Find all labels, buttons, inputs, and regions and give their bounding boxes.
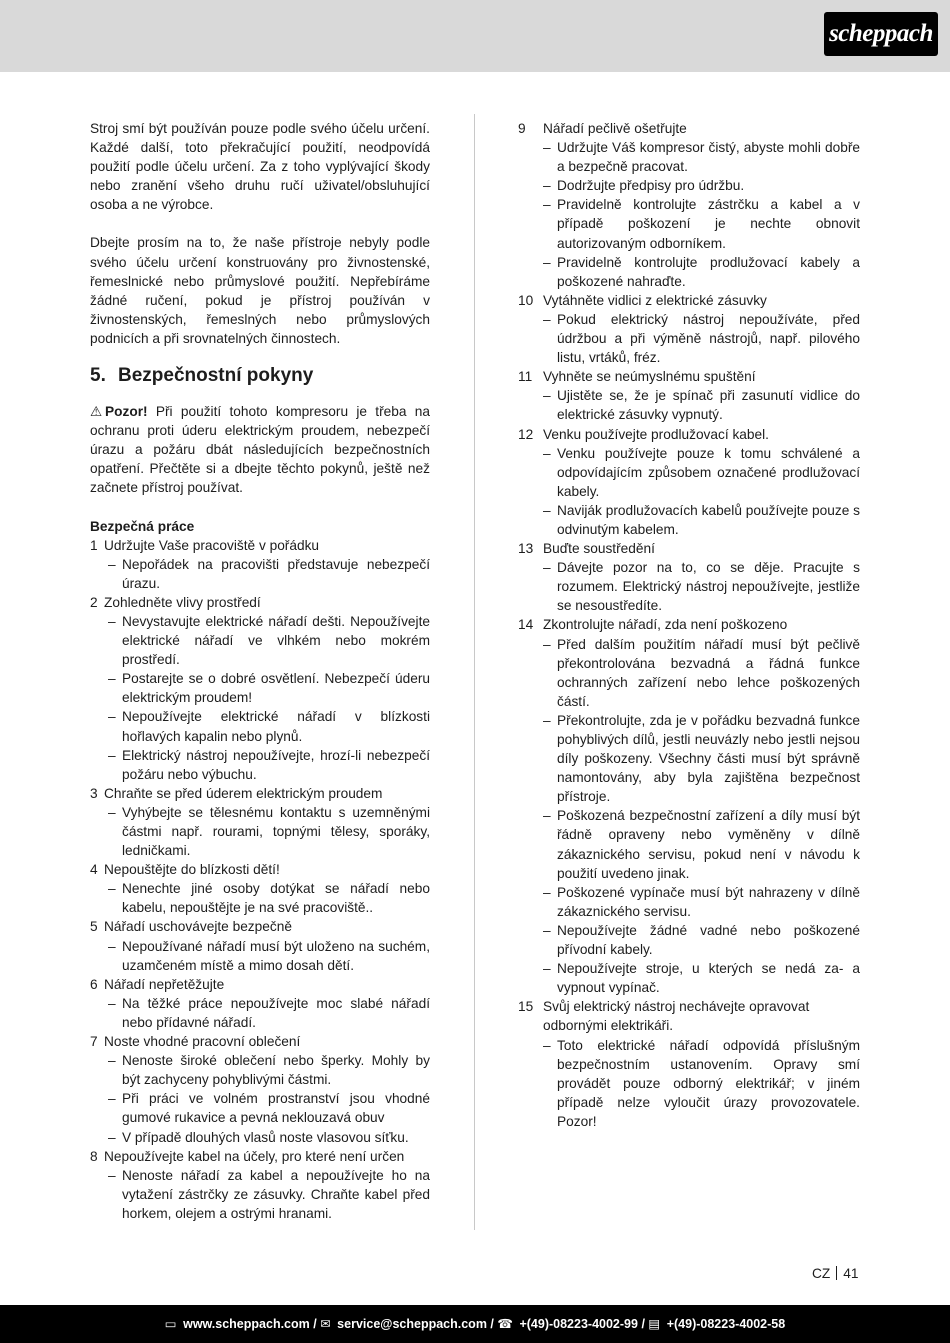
dash-bullet: – (543, 311, 551, 327)
dash-bullet: – (543, 922, 551, 938)
dash-bullet: – (543, 961, 551, 977)
list-item (90, 860, 430, 879)
sub-item (518, 806, 860, 882)
footer-email-link[interactable]: service@scheppach.com (337, 1317, 487, 1331)
list-item (90, 784, 430, 803)
sub-item (90, 555, 430, 593)
right-column (518, 119, 860, 1131)
item-title: Udržujte Vaše pracoviště v pořádku (104, 537, 320, 553)
sub-item-text: Při práci ve volném prostranství jsou vhodné gumové rukavice a pevná neklouzavá obuv (122, 1091, 430, 1126)
item-title: Vytáhněte vidlici z elektrické zásuvky (543, 292, 767, 308)
dash-bullet: – (108, 804, 116, 820)
dash-bullet: – (543, 808, 551, 824)
safety-list-right (518, 119, 860, 1131)
footer-phone: +(49)-08223-4002-99 (519, 1317, 638, 1331)
item-number: 9 (518, 121, 526, 136)
sub-item-text: Dávejte pozor na to, co se děje. Pracujte s rozumem. Elektrický nástroj nepoužívejte, jestliže se nesoustředíte. (557, 560, 860, 614)
sub-item-text: Nenoste široké oblečení nebo šperky. Mohly by být zachyceny pohyblivými částmi. (122, 1053, 430, 1088)
sub-item-text: Překontrolujte, zda je v pořádku bezvadná funkce pohyblivých dílů, jestli neuvázly nebo jestli nejsou díly poškozeny. Všechny části musí být správně namontovány, aby byla zajištěna bezpečnost přístroje. (557, 712, 860, 805)
sub-item (90, 1089, 430, 1127)
item-number: 8 (90, 1148, 98, 1164)
dash-bullet: – (543, 636, 551, 652)
sub-item (518, 444, 860, 501)
liability-paragraph: Dbejte prosím na to, že naše přístroje nebyly podle svého účelu určení konstruovány pro živnostenské, řemeslnické nebo průmyslové použití. Nepřebíráme žádné ručení, pokud je přístroj používán v živnostenských, řemeslných nebo průmyslových podnicích a při srovnatelných činnostech. (90, 235, 430, 346)
list-item (518, 615, 860, 634)
list-item (90, 975, 430, 994)
sub-item-text: V případě dlouhých vlasů noste vlasovou síťku. (122, 1129, 409, 1145)
sub-item (90, 937, 430, 975)
sub-item-text: Vyhýbejte se tělesnému kontaktu s uzemněnými částmi např. rourami, topnými tělesy, sporáky, ledničkami. (122, 804, 430, 859)
list-item (518, 291, 860, 310)
sub-item-text: Ujistěte se, že je spínač při zasunutí vidlice do elektrické zásuvky vypnutý. (557, 388, 860, 423)
dash-bullet: – (108, 709, 116, 725)
item-title: Vyhněte se neúmyslnému spuštění (543, 369, 756, 385)
list-item (90, 1032, 430, 1051)
dash-bullet: – (543, 445, 551, 461)
item-title: Nářadí uschovávejte bezpečně (104, 919, 292, 935)
list-item (518, 997, 860, 1035)
list-item (518, 119, 860, 138)
intended-use-paragraph: Stroj smí být používán pouze podle svého účelu určení. Každé další, toto překračující použití, neodpovídá použití podle účelu určení. Za z toho vyplývající škody nebo zranění všeho druhu ručí uživatel/obsluhující osoba a ne výrobce. (90, 121, 430, 213)
item-number: 13 (518, 541, 534, 557)
sub-item (90, 803, 430, 860)
page-number-value: 41 (843, 1266, 859, 1281)
item-number: 3 (90, 785, 98, 801)
list-item (90, 593, 430, 612)
item-number: 15 (518, 999, 534, 1015)
fax-icon: ▤ (648, 1317, 661, 1331)
sub-item-text: Naviják prodlužovacích kabelů používejte pouze s odvinutým kabelem. (557, 502, 860, 537)
sub-item (90, 1128, 430, 1147)
sub-item (518, 959, 860, 997)
dash-bullet: – (108, 1129, 116, 1145)
item-number: 12 (518, 426, 534, 442)
warning-text: Při použití tohoto kompresoru je třeba na ochranu proti úderu elektrickým proudem, nebezpečí úrazu a požáru dbát následujících bezpečnostních opatření. Přečtěte si a dbejte těchto pokynů, ještě než začnete přístroj používat. (90, 404, 430, 496)
footer-bar (0, 1305, 950, 1343)
dash-bullet: – (543, 254, 551, 270)
sub-item-text: Před dalším použitím nářadí musí být pečlivě překontrolována bezvadná a řádná funkce ochranných zařízení nebo lehce poškozených částí. (557, 636, 860, 709)
header-bar (0, 0, 950, 72)
item-number: 14 (518, 617, 534, 633)
sub-item-text: Nenechte jiné osoby dotýkat se nářadí nebo kabelu, nepouštějte je na své pracoviště.. (122, 881, 430, 916)
sub-item-text: Nenoste nářadí za kabel a nepoužívejte ho na vytažení zástrčky ze zásuvky. Chraňte kabel před horkem, olejem a ostrými hranami. (122, 1167, 430, 1221)
sub-item (518, 921, 860, 959)
dash-bullet: – (543, 884, 551, 900)
sub-item (90, 994, 430, 1032)
sub-item (90, 1051, 430, 1089)
safety-list-left (90, 536, 430, 1223)
phone-icon: ☎ (497, 1317, 513, 1331)
sub-item (90, 746, 430, 784)
dash-bullet: – (108, 995, 116, 1011)
item-title: Noste vhodné pracovní oblečení (104, 1034, 301, 1050)
dash-bullet: – (543, 197, 551, 213)
warning-label: Pozor! (105, 404, 148, 420)
footer-separator: / (313, 1317, 317, 1331)
section-title: Bezpečnostní pokyny (118, 365, 314, 387)
sub-item (518, 501, 860, 539)
sub-item (518, 1036, 860, 1131)
sub-item-text: Poškozené vypínače musí být nahrazeny v dílně zákaznického servisu. (557, 884, 860, 919)
dash-bullet: – (108, 938, 116, 954)
item-number: 5 (90, 919, 98, 935)
sub-item (518, 253, 860, 291)
item-number: 10 (518, 292, 534, 308)
item-title: Zkontrolujte nářadí, zda není poškozeno (543, 617, 788, 633)
dash-bullet: – (108, 881, 116, 897)
sub-item (518, 635, 860, 711)
item-title: Svůj elektrický nástroj nechávejte opravovat odbornými elektrikáři. (543, 999, 810, 1034)
column-divider (474, 114, 475, 1230)
sub-item-text: Na těžké práce nepoužívejte moc slabé nářadí nebo přídavné nářadí. (122, 995, 430, 1030)
sub-item-text: Postarejte se o dobré osvětlení. Nebezpečí úderu elektrickým proudem! (122, 671, 430, 706)
left-column (90, 119, 430, 1223)
sub-item (518, 711, 860, 806)
dash-bullet: – (108, 613, 116, 629)
sub-item-text: Toto elektrické nářadí odpovídá příslušným bezpečnostním ustanovením. Opravy smí provádět pouze odborný elektrikář; v jiném případě nelze vyloučit úrazy provozovatele. Pozor! (557, 1037, 860, 1129)
item-number: 1 (90, 537, 98, 553)
sub-item (90, 1166, 430, 1223)
item-number: 2 (90, 594, 98, 610)
item-title: Nářadí pečlivě ošetřujte (543, 121, 687, 136)
item-title: Chraňte se před úderem elektrickým proudem (104, 785, 383, 801)
brand-logo: scheppach (824, 12, 938, 56)
dash-bullet: – (543, 712, 551, 728)
list-item (90, 536, 430, 555)
item-title: Nepoužívejte kabel na účely, pro které není určen (104, 1148, 405, 1164)
footer-separator: / (490, 1317, 494, 1331)
page-language: CZ (812, 1266, 831, 1281)
dash-bullet: – (543, 560, 551, 576)
dash-bullet: – (543, 140, 551, 156)
sub-item (518, 558, 860, 615)
sub-item (90, 669, 430, 707)
sub-item (518, 138, 860, 176)
dash-bullet: – (108, 671, 116, 687)
sub-item-text: Elektrický nástroj nepoužívejte, hrozí-li nebezpečí požáru nebo výbuchu. (122, 747, 430, 782)
sub-item-text: Poškozená bezpečnostní zařízení a díly musí být řádně opraveny nebo vyměněny v dílně zákaznického servisu, pokud není v návodu k použití uvedeno jinak. (557, 808, 860, 881)
section-heading (90, 364, 430, 388)
item-title: Zohledněte vlivy prostředí (104, 594, 261, 610)
monitor-icon: ▭ (164, 1317, 177, 1331)
list-item (518, 539, 860, 558)
sub-item-text: Nepoužívejte stroje, u kterých se nedá za- a vypnout vypínač. (557, 961, 860, 996)
warning-paragraph (90, 402, 430, 497)
item-title: Venku používejte prodlužovací kabel. (543, 426, 769, 442)
dash-bullet: – (543, 178, 551, 194)
sub-item-text: Nepoužívané nářadí musí být uloženo na suchém, uzamčeném místě a mimo dosah dětí. (122, 938, 430, 973)
footer-website-link[interactable]: www.scheppach.com (183, 1317, 310, 1331)
sub-item (90, 879, 430, 917)
sub-item (518, 176, 860, 195)
mail-icon: ✉ (320, 1317, 331, 1331)
sub-item-text: Pravidelně kontrolujte zástrčku a kabel a v případě poškození je nechte obnovit autorizovaným odborníkem. (557, 197, 860, 251)
sub-item-text: Nepoužívejte elektrické nářadí v blízkosti hořlavých kapalin nebo plynů. (122, 709, 430, 744)
item-number: 11 (518, 369, 533, 385)
dash-bullet: – (108, 1167, 116, 1183)
safe-work-subheading: Bezpečná práce (90, 518, 195, 534)
dash-bullet: – (108, 556, 116, 572)
item-number: 4 (90, 862, 98, 878)
sub-item (518, 883, 860, 921)
list-item (518, 367, 860, 386)
footer-separator: / (641, 1317, 645, 1331)
item-number: 7 (90, 1034, 98, 1050)
footer-fax: +(49)-08223-4002-58 (666, 1317, 786, 1331)
list-item (90, 1147, 430, 1166)
sub-item-text: Nepořádek na pracovišti představuje nebezpečí úrazu. (122, 556, 430, 591)
sub-item (518, 195, 860, 252)
dash-bullet: – (543, 1037, 551, 1053)
warning-triangle-icon: ⚠ (90, 404, 103, 420)
sub-item (518, 310, 860, 367)
sub-item (90, 612, 430, 669)
page-number (812, 1265, 858, 1283)
section-number: 5. (90, 365, 106, 387)
sub-item-text: Venku používejte pouze k tomu schválené a odpovídajícím způsobem označené prodlužovací kabely. (557, 445, 860, 499)
list-item (90, 917, 430, 936)
dash-bullet: – (108, 747, 116, 763)
sub-item-text: Nevystavujte elektrické nářadí dešti. Nepoužívejte elektrické nářadí ve vlhkém nebo mokrém prostředí. (122, 613, 430, 668)
dash-bullet: – (543, 388, 551, 404)
sub-item-text: Nepoužívejte žádné vadné nebo poškozené přívodní kabely. (557, 922, 860, 958)
sub-item (90, 707, 430, 745)
dash-bullet: – (108, 1091, 116, 1107)
dash-bullet: – (108, 1053, 116, 1069)
sub-item-text: Pokud elektrický nástroj nepoužíváte, před údržbou a při výměně nástrojů, např. pilového listu, vrtáků, fréz. (557, 311, 860, 366)
list-item (518, 425, 860, 444)
item-title: Buďte soustředění (543, 541, 655, 557)
item-title: Nepouštějte do blízkosti dětí! (104, 862, 280, 878)
sub-item-text: Pravidelně kontrolujte prodlužovací kabely a poškozené nahraďte. (557, 254, 860, 289)
sub-item-text: Dodržujte předpisy pro údržbu. (557, 178, 745, 194)
dash-bullet: – (543, 502, 551, 518)
item-title: Nářadí nepřetěžujte (104, 976, 225, 992)
sub-item (518, 386, 860, 424)
sub-item-text: Udržujte Váš kompresor čistý, abyste mohli dobře a bezpečně pracovat. (557, 140, 860, 175)
item-number: 6 (90, 976, 98, 992)
